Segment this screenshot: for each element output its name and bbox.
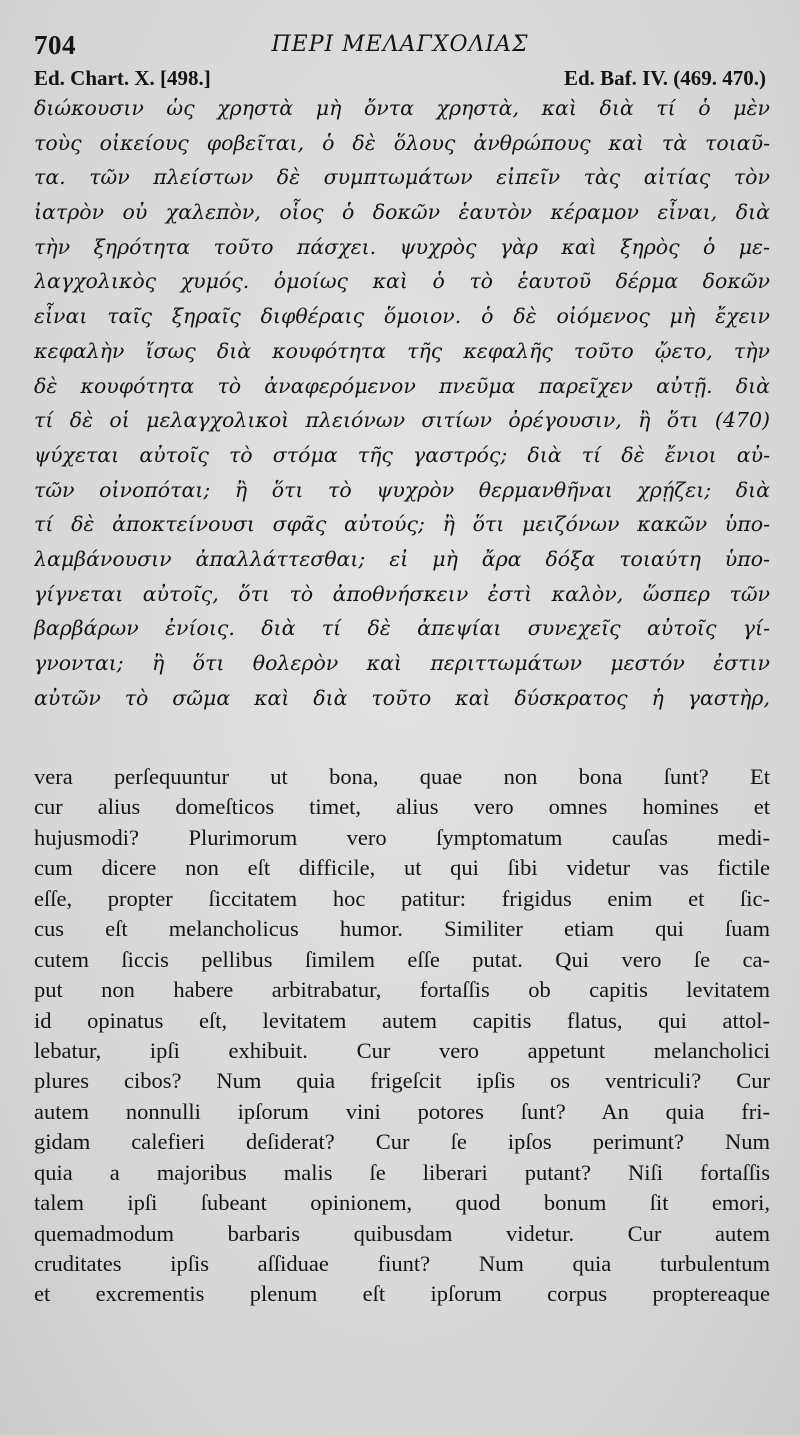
greek-text-line: τὴν ξηρότητα τοῦτο πάσχει. ψυχρὸς γὰρ καὶ ξηρὸς ὁ με- xyxy=(34,234,770,259)
latin-text-line: cus eſt melancholicus humor. Similiter etiam qui ſuam xyxy=(34,916,770,942)
latin-text-line: autem nonnulli ipſorum vini potores ſunt? An quia fri- xyxy=(34,1098,770,1124)
latin-text-line: cur alius domeſticos timet, alius vero omnes homines et xyxy=(34,794,770,820)
latin-text-line: hujusmodi? Plurimorum vero ſymptomatum cauſas medi- xyxy=(34,824,770,850)
greek-text-line: δὲ κουφότητα τὸ ἀναφερόμενον πνεῦμα παρεῖχεν αὐτῇ. διὰ xyxy=(34,373,770,398)
latin-text-line: plures cibos? Num quia frigeſcit ipſis os ventriculi? Cur xyxy=(34,1068,770,1094)
greek-text-line: βαρβάρων ἐνίοις. διὰ τί δὲ ἀπεψίαι συνεχεῖς αὐτοῖς γί- xyxy=(34,616,770,641)
latin-text-line: vera perſequuntur ut bona, quae non bona ſunt? Et xyxy=(34,764,770,789)
greek-text-line: τί δὲ ἀποκτείνουσι σφᾶς αὐτούς; ἢ ὅτι μειζόνων κακῶν ὑπο- xyxy=(34,512,770,537)
greek-text-line: τα. τῶν πλείστων δὲ συμπτωμάτων εἰπεῖν τὰς αἰτίας τὸν xyxy=(34,165,770,190)
greek-text-line: αὐτῶν τὸ σῶμα καὶ διὰ τοῦτο καὶ δύσκρατος ἡ γαστὴρ, xyxy=(34,685,770,710)
greek-text-line: γίγνεται αὐτοῖς, ὅτι τὸ ἀποθνήσκειν ἐστὶ καλὸν, ὥσπερ τῶν xyxy=(34,581,770,606)
latin-text-line: quemadmodum barbaris quibusdam videtur. Cur autem xyxy=(34,1220,770,1246)
latin-text-line: id opinatus eſt, levitatem autem capitis flatus, qui attol- xyxy=(34,1007,770,1033)
greek-text-block xyxy=(34,91,770,715)
greek-text-line: τί δὲ οἱ μελαγχολικοὶ πλειόνων σιτίων ὀρέγουσιν, ἢ ὅτι (470) xyxy=(34,408,770,433)
latin-text-line: quia a majoribus malis ſe liberari putant? Niſi fortaſſis xyxy=(34,1159,770,1185)
page-number: 704 xyxy=(34,30,76,60)
greek-text-line: εἶναι ταῖς ξηραῖς διφθέραις ὅμοιον. ὁ δὲ οἰόμενος μὴ ἔχειν xyxy=(34,304,770,329)
latin-text-line: put non habere arbitrabatur, fortaſſis ob capitis levitatem xyxy=(34,977,770,1003)
greek-text-line: ψύχεται αὐτοῖς τὸ στόμα τῆς γαστρός; διὰ τί δὲ ἔνιοι αὐ- xyxy=(34,442,770,467)
greek-text-line: τοὺς οἰκείους φοβεῖται, ὁ δὲ ὅλους ἀνθρώπους καὶ τὰ τοιαῦ- xyxy=(34,130,770,155)
latin-text-line: cutem ſiccis pellibus ſimilem eſſe putat. Qui vero ſe ca- xyxy=(34,946,770,972)
greek-text-line: ἰατρὸν οὐ χαλεπὸν, οἷος ὁ δοκῶν ἑαυτὸν κέραμον εἶναι, διὰ xyxy=(34,200,770,225)
edition-reference-basel: Ed. Baf. IV. (469. 470.) xyxy=(563,66,766,90)
latin-text-line: lebatur, ipſi exhibuit. Cur vero appetunt melancholici xyxy=(34,1037,770,1063)
latin-text-line: cruditates ipſis aſſiduae fiunt? Num quia turbulentum xyxy=(34,1251,770,1276)
running-title: ΠΕΡΙ ΜΕΛΑΓΧΟΛΙΑΣ xyxy=(271,32,529,57)
greek-text-line: κεφαλὴν ἴσως διὰ κουφότητα τῆς κεφαλῆς τοῦτο ᾤετο, τὴν xyxy=(34,338,770,363)
edition-reference-chart: Ed. Chart. X. [498.] xyxy=(34,66,211,90)
latin-text-line: gidam calefieri deſiderat? Cur ſe ipſos perimunt? Num xyxy=(34,1129,770,1155)
greek-text-line: λαμβάνουσιν ἀπαλλάττεσθαι; εἰ μὴ ἄρα δόξα τοιαύτη ὑπο- xyxy=(34,546,770,571)
greek-text-line: λαγχολικὸς χυμός. ὁμοίως καὶ ὁ τὸ ἑαυτοῦ δέρμα δοκῶν xyxy=(34,269,770,294)
edition-reference-row xyxy=(34,66,766,91)
greek-text-line: τῶν οἰνοπόται; ἢ ὅτι τὸ ψυχρὸν θερμανθῆναι χρῄζει; διὰ xyxy=(34,477,770,502)
latin-translation-block xyxy=(34,762,770,1310)
latin-text-line: eſſe, propter ſiccitatem hoc patitur: frigidus enim et ſic- xyxy=(34,885,770,911)
latin-text-line: talem ipſi ſubeant opinionem, quod bonum ſit emori, xyxy=(34,1190,770,1216)
greek-text-line: διώκουσιν ὡς χρηστὰ μὴ ὄντα χρηστὰ, καὶ διὰ τί ὁ μὲν xyxy=(34,96,770,120)
latin-text-line: cum dicere non eſt difficile, ut qui ſibi videtur vas fictile xyxy=(34,855,770,881)
greek-text-line: γνονται; ἢ ὅτι θολερὸν καὶ περιττωμάτων μεστόν ἐστιν xyxy=(34,651,770,675)
latin-text-line: et excrementis plenum eſt ipſorum corpus proptereaque xyxy=(34,1281,770,1307)
